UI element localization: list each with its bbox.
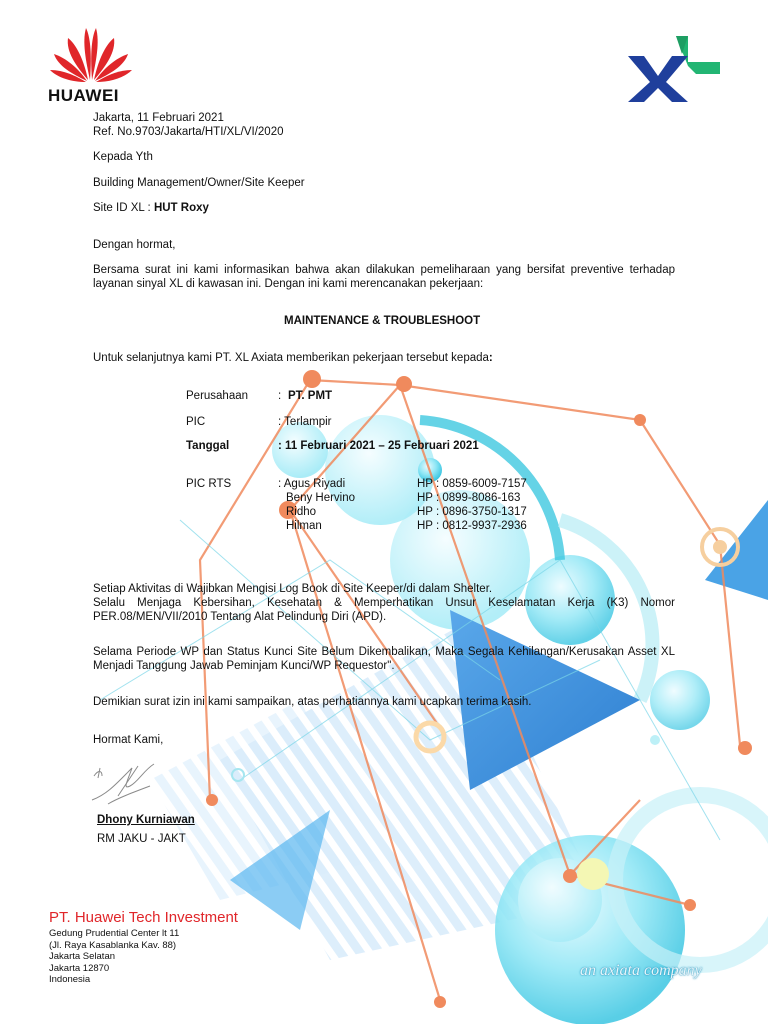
recipient: Building Management/Owner/Site Keeper: [93, 177, 305, 189]
log-book-note: Setiap Aktivitas di Wajibkan Mengisi Log Book di Site Keeper/di dalam Shelter.: [93, 583, 493, 595]
regards: Hormat Kami,: [93, 734, 164, 746]
tanggal-value: : 11 Februari 2021 – 25 Februari 2021: [278, 440, 479, 452]
pic-rts-name: : Agus Riyadi: [278, 478, 346, 490]
closing-line: Demikian surat izin ini kami sampaikan, atas perhatiannya kami ucapkan terima kasih.: [93, 696, 532, 708]
pic-label: PIC: [186, 416, 206, 428]
xl-logo: [626, 32, 722, 104]
signer-title: RM JAKU - JAKT: [97, 833, 186, 845]
axiata-tagline: an axiata company: [580, 962, 702, 979]
handwritten-signature-icon: [88, 756, 168, 810]
perusahaan-colon: :: [278, 390, 282, 402]
greeting: Dengan hormat,: [93, 239, 176, 251]
tanggal-label: Tanggal: [186, 440, 230, 452]
huawei-logo: [46, 22, 136, 106]
site-id-line: [93, 201, 209, 215]
xl-logo-icon: [626, 32, 722, 104]
assign-text: Untuk selanjutnya kami PT. XL Axiata memberikan pekerjaan tersebut kepada: [93, 352, 489, 364]
huawei-wordmark: HUAWEI: [48, 86, 119, 105]
address-line: Jakarta 12870: [49, 962, 110, 974]
address-line: Jakarta Selatan: [49, 951, 116, 962]
address-line: Indonesia: [49, 974, 91, 985]
pic-rts-name: Ridho: [286, 506, 317, 518]
pic-rts-hp: HP : 0899-8086-163: [417, 492, 521, 504]
assign-line: [93, 351, 493, 365]
perusahaan-label: Perusahaan: [186, 390, 249, 402]
perusahaan-value: PT. PMT: [288, 390, 333, 402]
huawei-flower-logo-icon: [46, 22, 136, 84]
footer-company: PT. Huawei Tech Investment: [49, 909, 238, 926]
address-line: (Jl. Raya Kasablanka Kav. 88): [49, 939, 177, 951]
assign-colon: :: [488, 352, 493, 364]
pic-rts-hp: HP : 0896-3750-1317: [417, 506, 527, 518]
pic-value: : Terlampir: [278, 416, 332, 428]
site-id-value: HUT Roxy: [153, 202, 209, 214]
wp-note: Selama Periode WP dan Status Kunci Site Belum Dikembalikan, Maka Segala Kehilangan/Kerusakan Asset XL Menjadi Tanggung Jawab Peminjam Kunci/WP Requestor".: [93, 646, 675, 672]
letter-ref: Ref. No.9703/Jakarta/HTI/XL/VI/2020: [93, 126, 284, 138]
intro-paragraph: Bersama surat ini kami informasikan bahwa akan dilakukan pemeliharaan yang bersifat preventive terhadap layanan sinyal XL di kawasan ini. Dengan ini kami merencanakan pekerjaan:: [93, 264, 675, 290]
pic-rts-name: Hilman: [286, 520, 322, 532]
footer-address: [49, 928, 179, 986]
signer-name: Dhony Kurniawan: [97, 814, 195, 826]
pic-rts-label: PIC RTS: [186, 478, 232, 490]
address-line: Gedung Prudential Center lt 11: [49, 928, 180, 939]
pic-rts-name: Beny Hervino: [286, 492, 356, 504]
pic-rts-hp: HP : 0859-6009-7157: [417, 478, 527, 490]
k3-note: Selalu Menjaga Kebersihan, Kesehatan & Memperhatikan Unsur Keselamatan Kerja (K3) Nomor PER.08/MEN/VII/2010 Tentang Alat Pelindung Diri (APD).: [93, 597, 675, 623]
work-title: MAINTENANCE & TROUBLESHOOT: [284, 315, 481, 327]
pic-rts-hp: HP : 0812-9937-2936: [417, 520, 527, 532]
site-id-label: Site ID XL :: [93, 202, 154, 214]
letter-date: Jakarta, 11 Februari 2021: [93, 112, 224, 124]
kepada-yth: Kepada Yth: [93, 151, 153, 163]
